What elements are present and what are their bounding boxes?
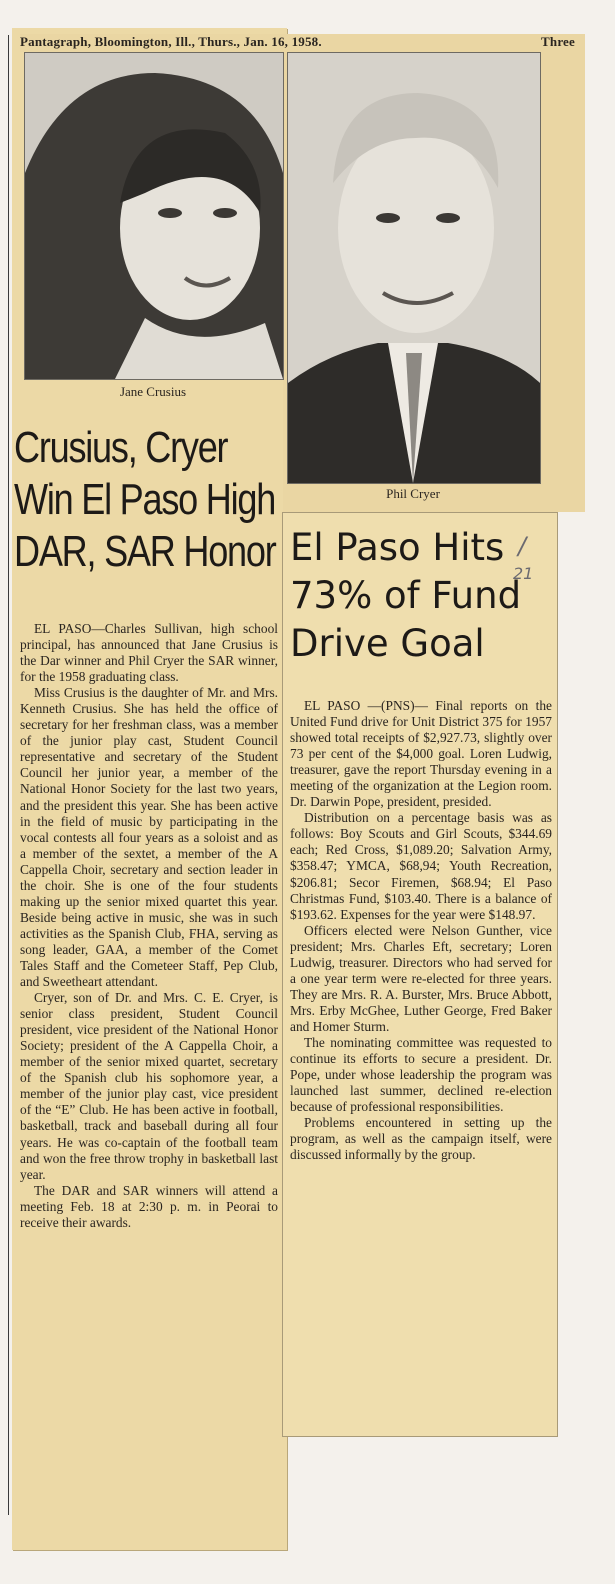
paragraph: Officers elected were Nelson Gunther, vice president; Mrs. Charles Eft, secretary; Loren Ludwig, treasurer. Directors who had served for a one year term were re-elected for three years. They are Mrs. R. A. Burster, Mrs. Bruce Abbott, Mrs. Erby McGhee, Luther George, Fred Baker and Homer Sturm. — [290, 922, 552, 1034]
headline-line: DAR, SAR Honor — [14, 527, 276, 576]
pencil-mark: / — [518, 532, 527, 560]
headline-line: 73% of Fund — [290, 574, 522, 617]
portrait-photo-jane — [24, 52, 284, 380]
headline-line: Drive Goal — [290, 622, 485, 665]
dateline — [20, 34, 585, 52]
paragraph: The nominating committee was requested to continue its efforts to secure a president. Dr. Pope, under whose leadership the program was launched last summer, declined re-election because of professional responsibilities. — [290, 1034, 552, 1115]
paragraph: The DAR and SAR winners will attend a meeting Feb. 18 at 2:30 p. m. in Peorai to receive their awards. — [20, 1182, 278, 1230]
paragraph: Cryer, son of Dr. and Mrs. C. E. Cryer, is senior class president, Student Council president, vice president of the National Honor Society; president of the A Cappella Choir, a member of the senior mixed quartet, secretary of the Spanish club his sophomore year, a member of the junior play cast, vice president of the “E” Club. He has been active in football, basketball, track and baseball during all four years. He was co-captain of the football team and won the free throw trophy in basketball last year. — [20, 990, 278, 1182]
paragraph: Miss Crusius is the daughter of Mr. and Mrs. Kenneth Crusius. She has held the office of secretary for her freshman class, was a member of the junior play cast, Student Council representative and secretary of the Student Council her junior year, a member of the National Honor Society for the last two years, and the president this year. She has been active in the field of music by participating in the vocal contests all four years as a soloist and as a member of the sextet, a member of the A Cappella Choir, secretary and section leader in the choir. She is one of the four students making up the senior mixed quartet this year. Beside being active in music, she was in such activities as the Spanish Club, FHA, serving as song leader, GAA, a member of the Comet Tales Staff and the Cometeer Staff, Pep Club, and Sweetheart attendant. — [20, 685, 278, 990]
headline-line: Win El Paso High — [14, 475, 276, 524]
page-number: Three — [541, 34, 575, 49]
article1-headline — [14, 422, 276, 578]
paragraph: Distribution on a percentage basis was as follows: Boy Scouts and Girl Scouts, $344.69 each; Red Cross, $1,089.20; Salvation Army, $358.47; YMCA, $68,94; Youth Recreation, $206.81; Secor Firemen, $68.94; El Paso Christmas Fund, $103.40. There is a balance of $193.62. Expenses for the year were $148.97. — [290, 810, 552, 922]
photo-caption-phil: Phil Cryer — [386, 486, 440, 501]
headline-line: Crusius, Cryer — [14, 423, 228, 472]
paragraph: EL PASO—Charles Sullivan, high school principal, has announced that Jane Crusius is the Dar winner and Phil Cryer the SAR winner, for the 1958 graduating class. — [20, 621, 278, 685]
article2-body — [290, 698, 552, 1163]
article2-headline — [290, 524, 552, 668]
article1-body — [20, 621, 278, 1231]
pencil-mark: 21 — [513, 564, 534, 583]
margin-line — [8, 35, 9, 1515]
paragraph: EL PASO —(PNS)— Final reports on the United Fund drive for Unit District 375 for 1957 showed total receipts of $2,927.73, slightly over 73 per cent of the $4,000 goal. Loren Ludwig, treasurer, gave the report Thursday evening in a meeting of the organization at the Legion room. Dr. Darwin Pope, president, presided. — [290, 698, 552, 810]
portrait-photo-phil — [287, 52, 541, 484]
paragraph: Problems encountered in setting up the program, as well as the campaign itself, were discussed informally by the group. — [290, 1115, 552, 1163]
photo-caption-jane: Jane Crusius — [119, 384, 187, 399]
masthead: Pantagraph, Bloomington, Ill., Thurs., Jan. 16, 1958. — [20, 34, 322, 49]
headline-line: El Paso Hits — [290, 526, 505, 569]
